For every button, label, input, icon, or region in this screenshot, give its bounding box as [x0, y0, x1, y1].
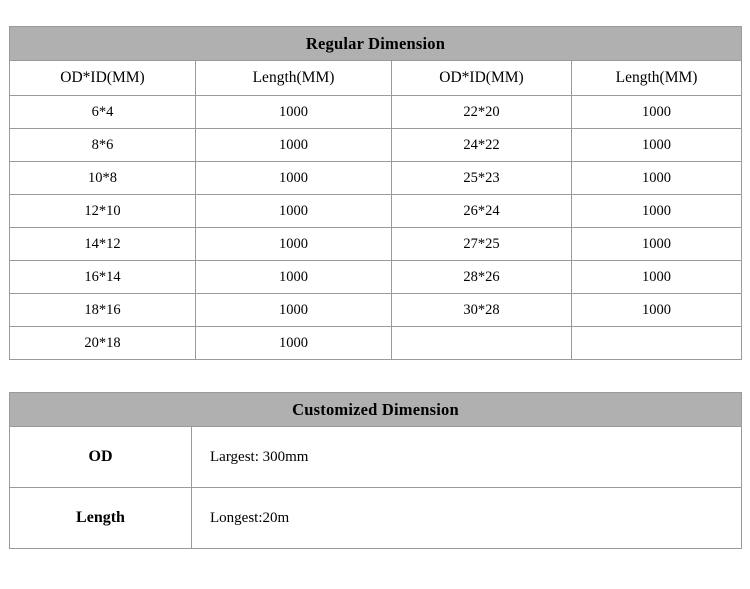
cell-length-2: 1000	[572, 228, 742, 261]
cell-od-id-2: 22*20	[392, 96, 572, 129]
cell-length-1: 1000	[196, 195, 392, 228]
cell-od-id-2: 26*24	[392, 195, 572, 228]
custom-table-title: Customized Dimension	[10, 393, 742, 427]
cell-od-id-1: 18*16	[10, 294, 196, 327]
custom-row-value-length: Longest:20m	[192, 488, 742, 549]
column-header-od-id-1: OD*ID(MM)	[10, 61, 196, 96]
cell-length-1: 1000	[196, 162, 392, 195]
cell-length-1: 1000	[196, 129, 392, 162]
cell-od-id-2	[392, 327, 572, 360]
table-title-row	[10, 27, 742, 61]
cell-length-1: 1000	[196, 96, 392, 129]
cell-length-2: 1000	[572, 162, 742, 195]
table-row	[10, 294, 742, 327]
table-title-row	[10, 393, 742, 427]
table-row	[10, 427, 742, 488]
table-header-row	[10, 61, 742, 96]
cell-length-2	[572, 327, 742, 360]
table-row	[10, 129, 742, 162]
cell-od-id-1: 12*10	[10, 195, 196, 228]
cell-od-id-1: 16*14	[10, 261, 196, 294]
cell-od-id-1: 8*6	[10, 129, 196, 162]
customized-dimension-table	[9, 392, 742, 549]
table-row	[10, 162, 742, 195]
cell-length-2: 1000	[572, 129, 742, 162]
custom-row-value-od: Largest: 300mm	[192, 427, 742, 488]
cell-od-id-1: 10*8	[10, 162, 196, 195]
cell-length-2: 1000	[572, 96, 742, 129]
cell-length-1: 1000	[196, 261, 392, 294]
table-row	[10, 327, 742, 360]
cell-length-1: 1000	[196, 294, 392, 327]
custom-row-label-od: OD	[10, 427, 192, 488]
cell-length-2: 1000	[572, 294, 742, 327]
cell-od-id-2: 27*25	[392, 228, 572, 261]
cell-od-id-1: 14*12	[10, 228, 196, 261]
cell-od-id-1: 6*4	[10, 96, 196, 129]
regular-table-title: Regular Dimension	[10, 27, 742, 61]
cell-length-2: 1000	[572, 195, 742, 228]
table-row	[10, 96, 742, 129]
cell-od-id-2: 30*28	[392, 294, 572, 327]
cell-od-id-2: 28*26	[392, 261, 572, 294]
table-row	[10, 261, 742, 294]
cell-length-2: 1000	[572, 261, 742, 294]
table-row	[10, 228, 742, 261]
cell-od-id-2: 25*23	[392, 162, 572, 195]
cell-od-id-2: 24*22	[392, 129, 572, 162]
table-row	[10, 488, 742, 549]
regular-dimension-table	[9, 26, 742, 360]
custom-row-label-length: Length	[10, 488, 192, 549]
column-header-length-1: Length(MM)	[196, 61, 392, 96]
column-header-od-id-2: OD*ID(MM)	[392, 61, 572, 96]
table-row	[10, 195, 742, 228]
cell-od-id-1: 20*18	[10, 327, 196, 360]
cell-length-1: 1000	[196, 228, 392, 261]
cell-length-1: 1000	[196, 327, 392, 360]
column-header-length-2: Length(MM)	[572, 61, 742, 96]
